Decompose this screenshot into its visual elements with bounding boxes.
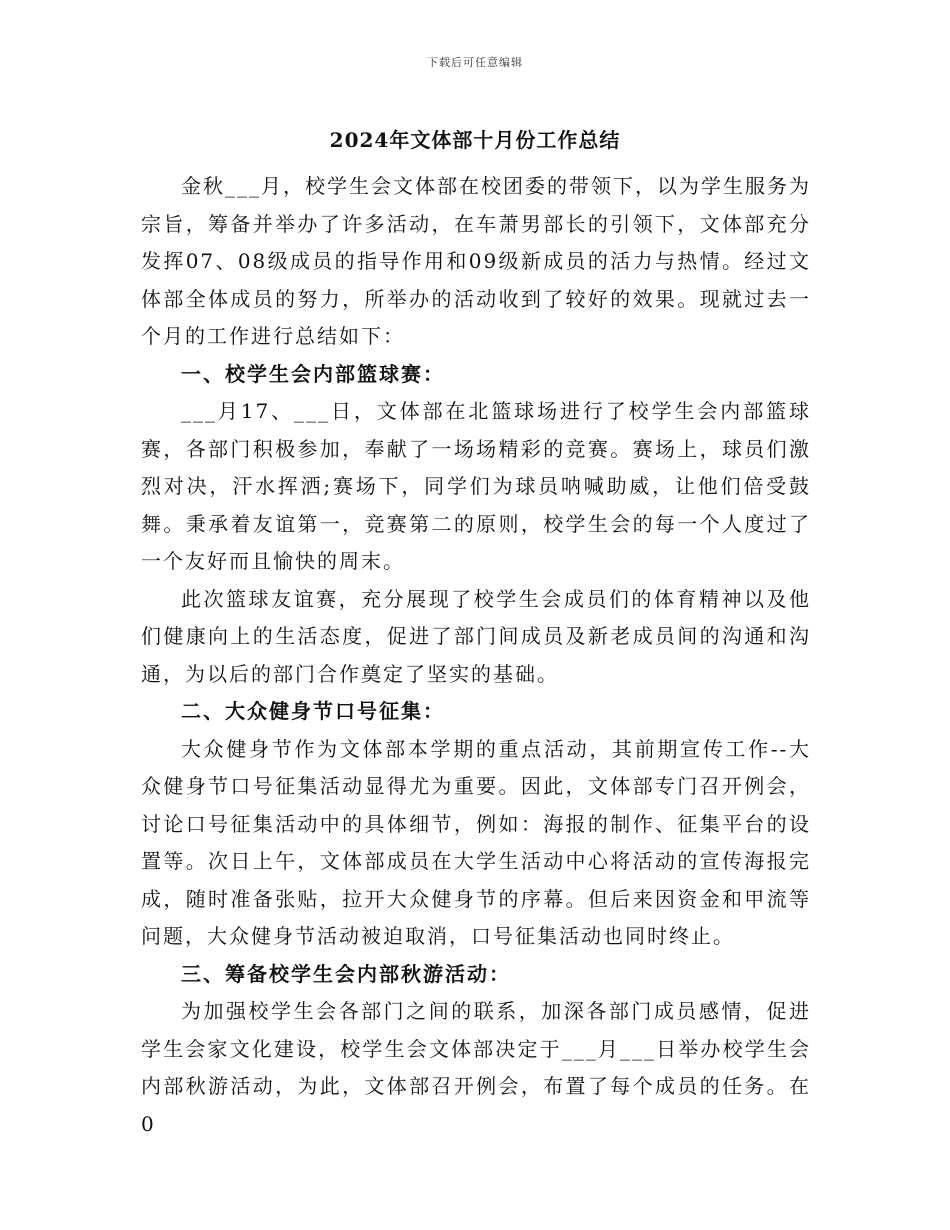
section-heading-autumn-trip: 三、筹备校学生会内部秋游活动：: [181, 961, 511, 986]
intro-paragraph: 金秋___月，校学生会文体部在校团委的带领下，以为学生服务为宗旨，筹备并举办了许多活动，在车萧男部长的引领下，文体部充分发挥07、08级成员的指导作用和09级新成员的活力与热情。经过文体部全体成员的努力，所举办的活动收到了较好的效果。现就过去一个月的工作进行总结如下：: [141, 174, 811, 348]
document-body: [141, 168, 811, 1143]
header-note: 下载后可任意编辑: [427, 56, 523, 69]
basketball-paragraph-2: 此次篮球友谊赛，充分展现了校学生会成员们的体育精神以及他们健康向上的生活态度，促进了部门间成员及新老成员间的沟通和沟通，为以后的部门合作奠定了坚实的基础。: [141, 586, 811, 686]
section-heading-slogan: 二、大众健身节口号征集：: [181, 699, 445, 723]
slogan-paragraph-1: 大众健身节作为文体部本学期的重点活动，其前期宣传工作--大众健身节口号征集活动显得尤为重要。因此，文体部专门召开例会，讨论口号征集活动中的具体细节，例如：海报的制作、征集平台的设置等。次日上午，文体部成员在大学生活动中心将活动的宣传海报完成，随时准备张贴，拉开大众健身节的序幕。但后来因资金和甲流等问题，大众健身节活动被迫取消，口号征集活动也同时终止。: [141, 736, 811, 948]
basketball-paragraph-1: ___月17、___日，文体部在北篮球场进行了校学生会内部篮球赛，各部门积极参加，奉献了一场场精彩的竞赛。赛场上，球员们激烈对决，汗水挥洒;赛场下，同学们为球员呐喊助威，让他们倍受鼓舞。秉承着友谊第一，竞赛第二的原则，校学生会的每一个人度过了一个友好而且愉快的周末。: [141, 399, 811, 573]
autumn-trip-paragraph-1: 为加强校学生会各部门之间的联系，加深各部门成员感情，促进学生会家文化建设，校学生会文体部决定于___月___日举办校学生会内部秋游活动，为此，文体部召开例会，布置了每个成员的任务。在0: [141, 999, 811, 1136]
document-title: 2024年文体部十月份工作总结: [329, 128, 621, 152]
section-heading-basketball: 一、校学生会内部篮球赛：: [181, 361, 445, 386]
